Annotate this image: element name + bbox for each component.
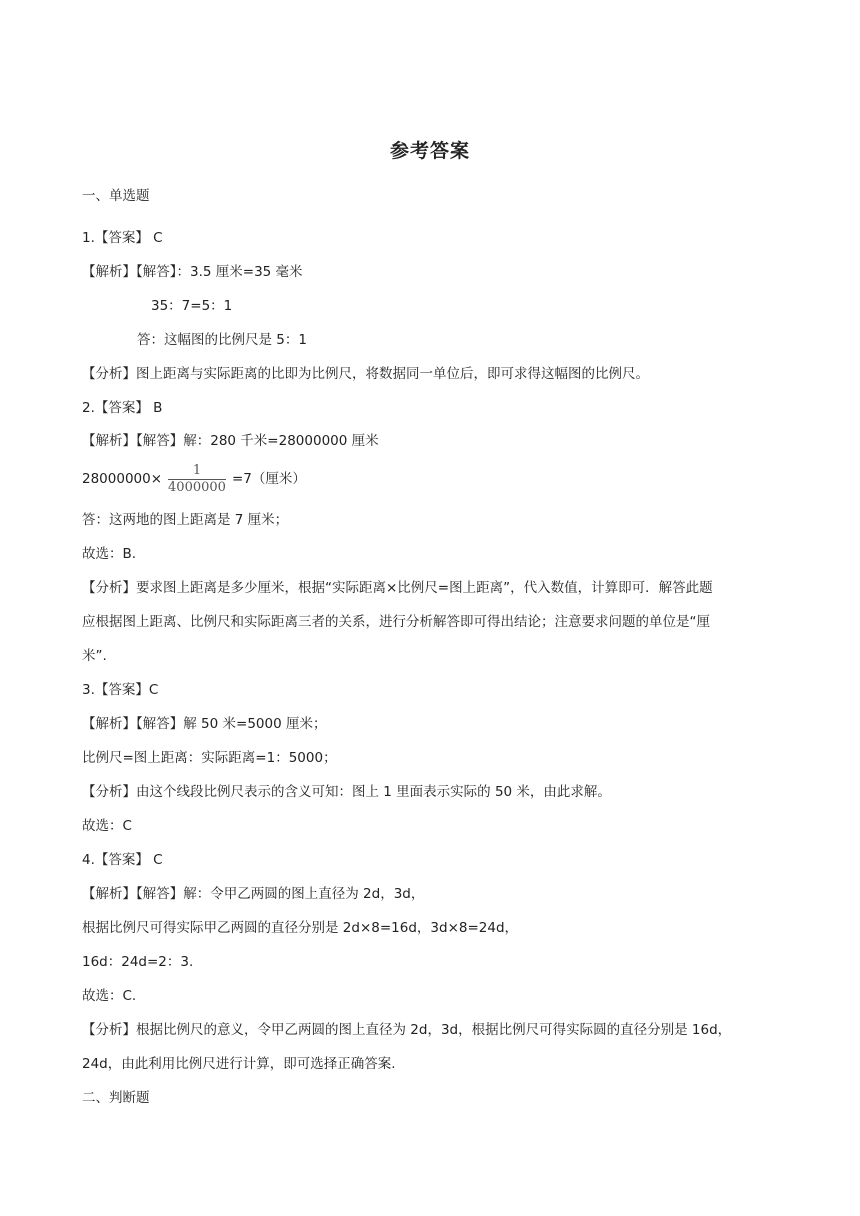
- q3-explanation: 【分析】由这个线段比例尺表示的含义可知：图上 1 里面表示实际的 50 米，由此求解。: [82, 784, 611, 800]
- section-heading-single-choice: 一、单选题: [82, 188, 150, 204]
- page-title: 参考答案: [389, 140, 470, 162]
- section-heading-true-false: 二、判断题: [82, 1090, 150, 1106]
- q1-conclusion: 答：这幅图的比例尺是 5：1: [137, 332, 307, 348]
- q1-answer: 1.【答案】 C: [82, 230, 163, 246]
- q2-calc-right: =7（厘米）: [231, 471, 306, 487]
- fraction: [168, 464, 226, 495]
- q2-explanation-line3: 米”.: [82, 648, 107, 664]
- q1-analysis: 【解析】【解答】：3.5 厘米=35 毫米: [82, 264, 303, 280]
- q1-explanation: 【分析】图上距离与实际距离的比即为比例尺，将数据同一单位后，即可求得这幅图的比例尺。: [82, 366, 649, 382]
- q4-diameter-line: 根据比例尺可得实际甲乙两圆的直径分别是 2d×8=16d，3d×8=24d，: [82, 920, 519, 936]
- q2-calculation: [82, 462, 306, 496]
- fraction-denominator: 4000000: [168, 479, 226, 495]
- q2-answer: 2.【答案】 B: [82, 400, 163, 416]
- q2-explanation-line2: 应根据图上距离、比例尺和实际距离三者的关系，进行分析解答即可得出结论；注意要求问题的单位是“厘: [82, 614, 710, 630]
- fraction-numerator: 1: [192, 462, 202, 478]
- q3-choice: 故选：C: [82, 818, 132, 834]
- q4-answer: 4.【答案】 C: [82, 852, 163, 868]
- q3-answer: 3.【答案】C: [82, 682, 159, 698]
- q3-analysis: 【解析】【解答】解 50 米=5000 厘米；: [82, 716, 327, 732]
- q4-analysis: 【解析】【解答】解：令甲乙两圆的图上直径为 2d，3d，: [82, 886, 425, 902]
- q4-explanation-line1: 【分析】根据比例尺的意义，令甲乙两圆的图上直径为 2d，3d，根据比例尺可得实际圆的直径分别是 16d，: [82, 1022, 732, 1038]
- q4-choice: 故选：C.: [82, 988, 137, 1004]
- q2-calc-left: 28000000×: [82, 471, 163, 487]
- q2-explanation-line1: 【分析】要求图上距离是多少厘米，根据“实际距离×比例尺=图上距离”，代入数值，计算即可．解答此题: [82, 580, 713, 596]
- q2-choice: 故选：B.: [82, 546, 137, 562]
- q4-ratio-line: 16d：24d=2：3.: [82, 954, 194, 970]
- q2-conclusion: 答：这两地的图上距离是 7 厘米；: [82, 512, 289, 528]
- q3-ratio-line: 比例尺=图上距离：实际距离=1：5000；: [82, 750, 337, 766]
- q4-explanation-line2: 24d，由此利用比例尺进行计算，即可选择正确答案.: [82, 1056, 396, 1072]
- q1-step: 35：7=5：1: [151, 298, 233, 314]
- q2-analysis: 【解析】【解答】解：280 千米=28000000 厘米: [82, 433, 379, 449]
